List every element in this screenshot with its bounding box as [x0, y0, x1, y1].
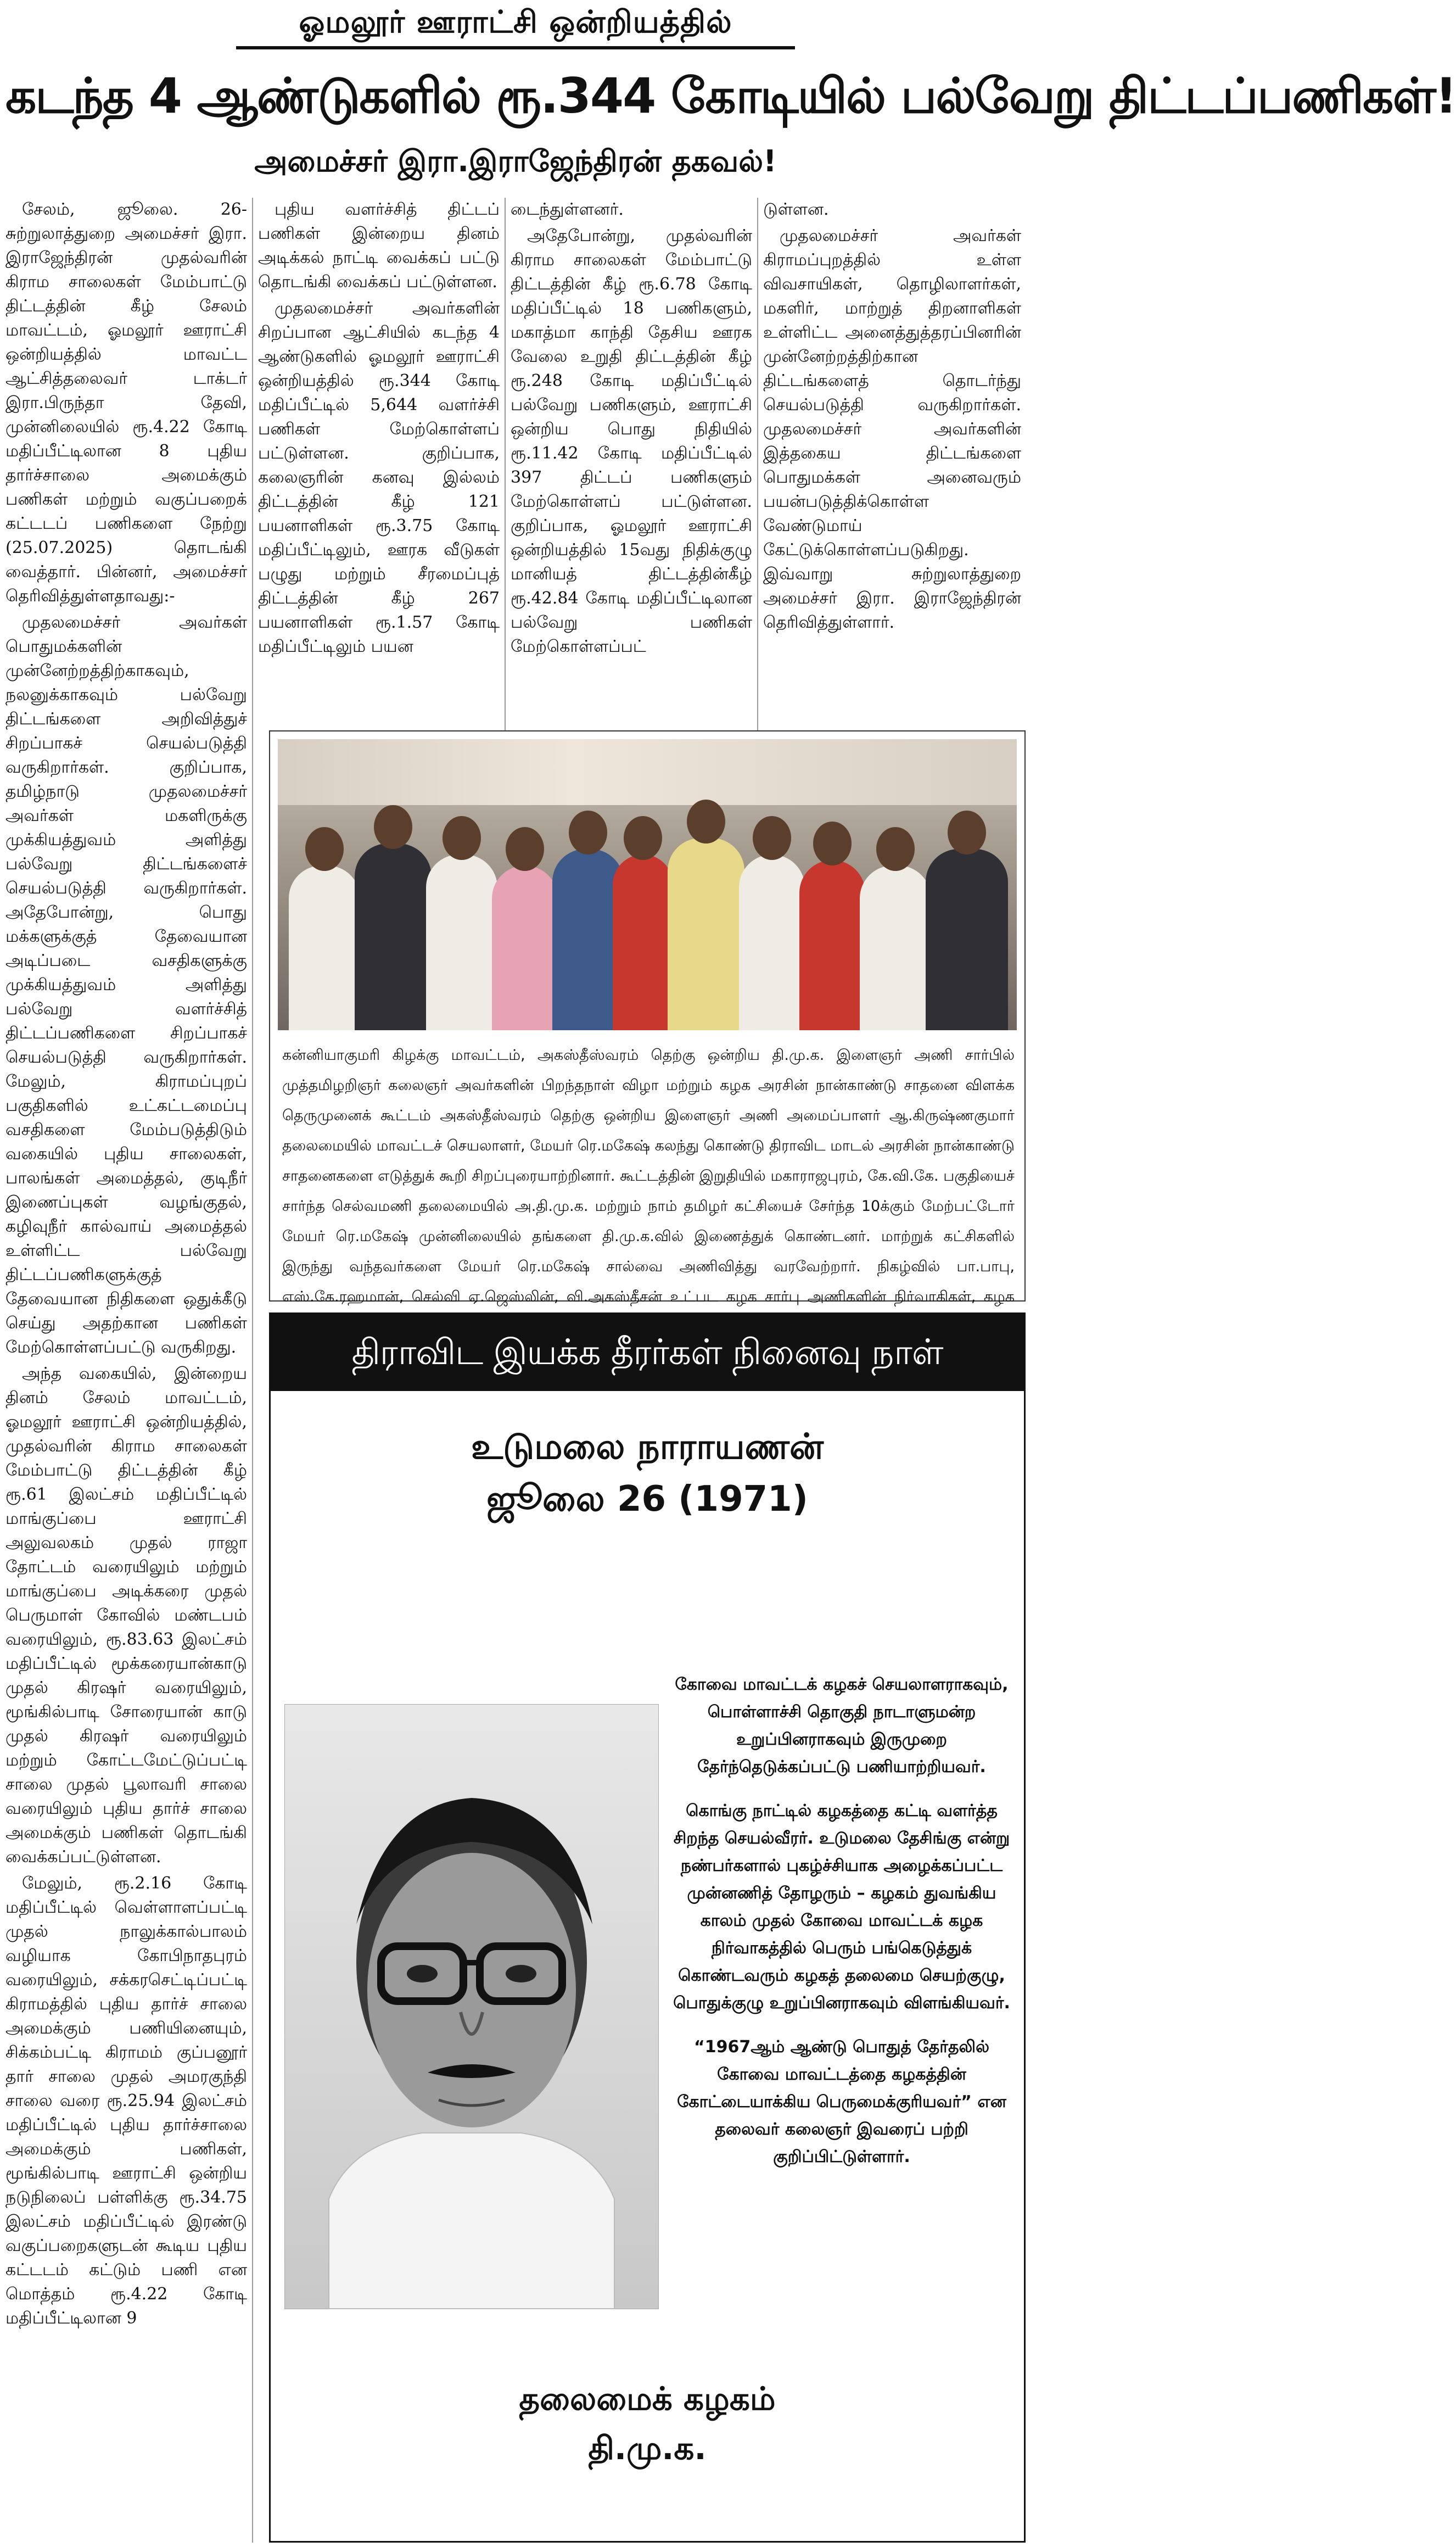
memorial-notice: [269, 1312, 1026, 2543]
news-photo-box: [269, 730, 1026, 1305]
article-column-4: [763, 198, 1021, 730]
person-figure: [492, 865, 558, 1030]
paragraph: முதலமைச்சர் அவர்கள் பொதுமக்களின் முன்னேற்றத்திற்காகவும், நலனுக்காகவும் பல்வேறு திட்டங்களை அறிவித்துச் சிறப்பாகச் செயல்படுத்தி வருகிறார்கள். குறிப்பாக, தமிழ்நாடு முதலமைச்சர் அவர்கள் மகளிருக்கு முக்கியத்துவம் அளித்து பல்வேறு திட்டங்களைச் செயல்படுத்தி வருகிறார்கள். அதேபோன்று, பொது மக்களுக்குத் தேவையான அடிப்படை வசதிகளுக்கு முக்கியத்துவம் அளித்து பல்வேறு வளர்ச்சித் திட்டப்பணிகளை சிறப்பாகச் செயல்படுத்தி வருகிறார்கள். மேலும், கிராமப்புறப் பகுதிகளில் உட்கட்டமைப்பு வசதிகளை மேம்படுத்திடும் வகையில் புதிய சாலைகள், பாலங்கள் அமைத்தல், குடிநீர் இணைப்புகள் வழங்குதல், கழிவுநீர் கால்வாய் அமைத்தல் உள்ளிட்ட பல்வேறு திட்டப்பணிகளுக்குத் தேவையான நிதிகளை ஒதுக்கீடு செய்து அதற்கான பணிகள் மேற்கொள்ளப்பட்டு வருகிறது.: [5, 613, 247, 1357]
kicker: ஓமலூர் ஊராட்சி ஒன்றியத்தில்: [299, 4, 732, 40]
bio-paragraph: கோவை மாவட்டக் கழகச் செயலாளராகவும், பொள்ளாச்சி தொகுதி நாடாளுமன்ற உறுப்பினராகவும் இருமுறை தேர்ந்தெடுக்கப்பட்டு பணியாற்றியவர்.: [675, 1675, 1009, 1777]
paragraph: முதலமைச்சர் அவர்களின் சிறப்பான ஆட்சியில் கடந்த 4 ஆண்டுகளில் ஓமலூர் ஊராட்சி ஒன்றியத்தில் ரூ.344 கோடி மதிப்பீட்டில் 5,644 வளர்ச்சி பணிகள் மேற்கொள்ளப் பட்டுள்ளன. குறிப்பாக, கலைஞரின் கனவு இல்லம் திட்டத்தின் கீழ் 121 பயனாளிகள் ரூ.3.75 கோடி மதிப்பீட்டிலும், ஊரக வீடுகள் பழுது மற்றும் சீரமைப்புத் திட்டத்தின் கீழ் 267 பயனாளிகள் ரூ.1.57 கோடி மதிப்பீட்டிலும் பயன: [258, 299, 500, 656]
signoff-line: தலைமைக் கழகம்: [519, 2380, 776, 2417]
kicker-rule: [236, 46, 795, 49]
stage-banner: [278, 739, 1017, 805]
paragraph: அந்த வகையில், இன்றைய தினம் சேலம் மாவட்டம், ஓமலூர் ஊராட்சி ஒன்றியத்தில், முதல்வரின் கிராம சாலைகள் மேம்பாட்டு திட்டத்தின் கீழ் ரூ.61 இலட்சம் மதிப்பீட்டில் மாங்குப்பை ஊராட்சி அலுவலகம் முதல் ராஜா தோட்டம் வரையிலும் மற்றும் மாங்குப்பை அடிக்கரை முதல் பெருமாள் கோவில் மண்டபம் வரையிலும், ரூ.83.63 இலட்சம் மதிப்பீட்டில் மூக்கரையான்காடு முதல் கிரஷர் வரையிலும், மூங்கில்பாடி சோரையான் காடு முதல் கிரஷர் வரையிலும் மற்றும் கோட்டமேட்டுப்பட்டி சாலை முதல் பூலாவரி சாலை வரையிலும் புதிய தார்ச் சாலை அமைக்கும் பணிகள் தொடங்கி வைக்கப்பட்டுள்ளன.: [5, 1364, 247, 1867]
paragraph: அதேபோன்று, முதல்வரின் கிராம சாலைகள் மேம்பாட்டு திட்டத்தின் கீழ் ரூ.6.78 கோடி மதிப்பீட்டில் 18 பணிகளும், மகாத்மா காந்தி தேசிய ஊரக வேலை உறுதி திட்டத்தின் கீழ் ரூ.248 கோடி மதிப்பீட்டில் பல்வேறு பணிகளும், ஊராட்சி ஒன்றிய பொது நிதியில் ரூ.11.42 கோடி மதிப்பீட்டில் 397 திட்டப் பணிகளும் மேற்கொள்ளப் பட்டுள்ளன. குறிப்பாக, ஓமலூர் ஊராட்சி ஒன்றியத்தில் 15வது நிதிக்குழு மானியத் திட்டத்தின்கீழ் ரூ.42.84 கோடி மதிப்பீட்டிலான பல்வேறு பணிகள் மேற்கொள்ளப்பட்: [511, 226, 752, 656]
memorial-date: ஜூலை 26 (1971): [486, 1479, 808, 1520]
article-column-2: [258, 198, 500, 730]
person-figure: [426, 854, 497, 1030]
memorial-bio: [671, 1671, 1012, 2187]
bio-paragraph: “1967ஆம் ஆண்டு பொதுத் தேர்தலில் கோவை மாவட்டத்தை கழகத்தின் கோட்டையாக்கிய பெருமைக்குரியவர்” என தலைவர் கலைஞர் இவரைப் பற்றி குறிப்பிட்டுள்ளார்.: [677, 2037, 1006, 2166]
paragraph: டைந்துள்ளனர்.: [511, 200, 624, 219]
subhead: அமைச்சர் இரா.இராஜேந்திரன் தகவல்!: [254, 144, 777, 178]
memorial-header: திராவிட இயக்க தீரர்கள் நினைவு நாள்: [271, 1314, 1024, 1391]
person-figure: [355, 844, 432, 1030]
column-rule: [505, 198, 506, 730]
paragraph: மேலும், ரூ.2.16 கோடி மதிப்பீட்டில் வெள்ளாளப்பட்டி முதல் நாலுக்கால்பாலம் வழியாக கோபிநாதபுரம் வரையிலும், சக்கரசெட்டிப்பட்டி கிராமத்தில் புதிய தார்ச் சாலை அமைக்கும் பணியினையும், சிக்கம்பட்டி கிராமம் குப்பனூர் தார் சாலை முதல் அமரகுந்தி சாலை வரை ரூ.25.94 இலட்சம் மதிப்பீட்டில் புதிய தார்ச்சாலை அமைக்கும் பணிகள், மூங்கில்பாடி ஊராட்சி ஒன்றிய நடுநிலைப் பள்ளிக்கு ரூ.34.75 இலட்சம் மதிப்பீட்டில் இரண்டு வகுப்பறைகளுடன் கூடிய புதிய கட்டடம் கட்டும் பணி என மொத்தம் ரூ.4.22 கோடி மதிப்பீட்டிலான 9: [5, 1874, 247, 2328]
headline: கடந்த 4 ஆண்டுகளில் ரூ.344 கோடியில் பல்வேறு திட்டப்பணிகள்!: [5, 68, 1456, 124]
person-figure: [860, 865, 931, 1030]
paragraph: புதிய வளர்ச்சித் திட்டப் பணிகள் இன்றைய தினம் அடிக்கல் நாட்டி வைக்கப் பட்டு தொடங்கி வைக்கப் பட்டுள்ளன.: [258, 200, 500, 292]
memorial-signoff: [271, 2374, 1024, 2473]
portrait-illustration: [285, 1705, 658, 2309]
person-figure: [613, 854, 673, 1030]
article-column-1: [5, 198, 247, 2543]
paragraph: சேலம், ஜூலை. 26- சுற்றுலாத்துறை அமைச்சர் இரா. இராஜேந்திரன் முதல்வரின் கிராம சாலைகள் மேம்பாட்டு திட்டத்தின் கீழ் சேலம் மாவட்டம், ஓமலூர் ஊராட்சி ஒன்றியத்தில் மாவட்ட ஆட்சித்தலைவர் டாக்டர் இரா.பிருந்தா தேவி, முன்னிலையில் ரூ.4.22 கோடி மதிப்பீட்டிலான 8 புதிய தார்ச்சாலை அமைக்கும் பணிகள் மற்றும் வகுப்பறைக் கட்டடப் பணிகளை நேற்று (25.07.2025) தொடங்கி வைத்தார். பின்னர், அமைச்சர் தெரிவித்துள்ளதாவது:-: [5, 200, 247, 606]
group-photo: [278, 739, 1017, 1030]
paragraph: டுள்ளன.: [763, 200, 829, 219]
column-rule: [252, 198, 253, 2543]
signoff-line: தி.மு.க.: [588, 2429, 707, 2467]
paragraph: முதலமைச்சர் அவர்கள் கிராமப்புறத்தில் உள்ள விவசாயிகள், தொழிலாளர்கள், மகளிர், மாற்றுத் திறனாளிகள் உள்ளிட்ட அனைத்துத்தரப்பினரின் முன்னேற்றத்திற்கான திட்டங்களைத் தொடர்ந்து செயல்படுத்தி வருகிறார்கள். முதலமைச்சர் அவர்களின் இத்தகைய திட்டங்களை பொதுமக்கள் அனைவரும் பயன்படுத்திக்கொள்ள வேண்டுமாய் கேட்டுக்கொள்ளப்படுகிறது. இவ்வாறு சுற்றுலாத்துறை அமைச்சர் இரா. இராஜேந்திரன் தெரிவித்துள்ளார்.: [763, 226, 1021, 632]
person-figure: [926, 849, 1008, 1030]
person-figure: [289, 865, 360, 1030]
bio-paragraph: கொங்கு நாட்டில் கழகத்தை கட்டி வளர்த்த சிறந்த செயல்வீரர். உடுமலை தேசிங்கு என்று நண்பர்களால் புகழ்ச்சியாக அழைக்கப்பட்ட முன்னணித் தோழரும் – கழகம் துவங்கிய காலம் முதல் கோவை மாவட்டக் கழக நிர்வாகத்தில் பெரும் பங்கெடுத்துக் கொண்டவரும் கழகத் தலைமை செயற்குழு, பொதுக்குழு உறுப்பினராகவும் விளங்கியவர்.: [673, 1801, 1010, 2013]
portrait-photo: [284, 1704, 659, 2309]
person-figure: [668, 838, 744, 1030]
memorial-name: உடுமலை நாராயணன்: [471, 1427, 824, 1467]
article-column-3: [511, 198, 752, 730]
person-figure: [739, 854, 805, 1030]
person-figure: [799, 860, 865, 1030]
photo-caption: கன்னியாகுமரி கிழக்கு மாவட்டம், அகஸ்தீஸ்வரம் தெற்கு ஒன்றிய தி.மு.க. இளைஞர் அணி சார்பில் முத்தமிழறிஞர் கலைஞர் அவர்களின் பிறந்தநாள் விழா மற்றும் கழக அரசின் நான்காண்டு சாதனை விளக்க தெருமுனைக் கூட்டம் அகஸ்தீஸ்வரம் தெற்கு ஒன்றிய இளைஞர் அணி அமைப்பாளர் ஆ.கிருஷ்ணகுமார் தலைமையில் மாவட்டச் செயலாளர், மேயர் ரெ.மகேஷ் கலந்து கொண்டு திராவிட மாடல் அரசின் நான்காண்டு சாதனைகளை எடுத்துக் கூறி சிறப்புரையாற்றினார். கூட்டத்தின் இறுதியில் மகாராஜபுரம், கே.வி.கே. பகுதியைச் சார்ந்த செல்வமணி தலைமையில் அ.தி.மு.க. மற்றும் நாம் தமிழர் கட்சியைச் சேர்ந்த 10க்கும் மேற்பட்டோர் மேயர் ரெ.மகேஷ் முன்னிலையில் தங்களை தி.மு.க.வில் இணைத்துக் கொண்டனர். மாற்றுக் கட்சிகளில் இருந்து வந்தவர்களை மேயர் ரெ.மகேஷ் சால்வை அணிவித்து வரவேற்றார். நிகழ்வில் பா.பாபு, எஸ்.கே.ரஹமான், செல்வி ஏ.ஜெஸ்லின், வி.அகஸ்தீசன் உட்பட கழக சார்பு அணிகளின் நிர்வாகிகள், கழக: [282, 1047, 1015, 1305]
column-rule: [757, 198, 758, 730]
